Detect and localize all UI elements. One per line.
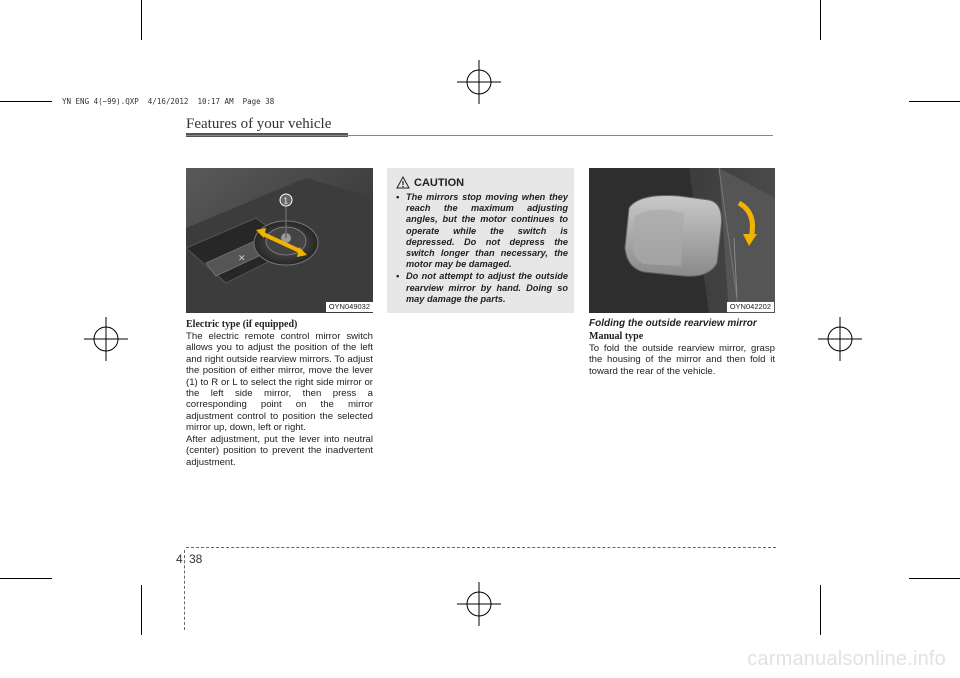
folding-mirror-photo <box>589 168 775 313</box>
folding-mirror-paragraph: To fold the outside rearview mirror, grasp the housing of the mirror and then fold it toward the rear of the vehicle. <box>589 343 775 377</box>
mirror-switch-photo <box>186 168 373 313</box>
caution-list <box>396 192 568 306</box>
caution-item-text: Do not attempt to adjust the outside rearview mirror by hand. Doing so may damage the parts. <box>406 271 568 304</box>
folding-mirror-heading: Folding the outside rearview mirror <box>589 318 757 329</box>
electric-type-paragraph-2: After adjustment, put the lever into neutral (center) position to prevent the inadvertent adjustment. <box>186 434 373 468</box>
caution-box <box>387 168 574 313</box>
registration-target-right <box>818 317 862 361</box>
registration-target-left <box>84 317 128 361</box>
print-header: YN ENG 4(~99).QXP 4/16/2012 10:17 AM Page 38 <box>62 97 275 106</box>
manual-type-subtitle: Manual type <box>589 331 644 342</box>
warning-triangle-icon <box>396 176 410 189</box>
chapter-number: 4 <box>176 552 183 566</box>
page-number: 38 <box>189 552 203 566</box>
right-image-code: OYN042202 <box>727 302 774 312</box>
svg-text:✕: ✕ <box>238 253 246 263</box>
electric-type-paragraph-1: The electric remote control mirror switch allows you to adjust the position of the left and right outside rearview mirrors. To adjust the position of either mirror, move the lever (1) to R or L to select the right side mirror or the left side mirror, then press a corresponding point on the mirror adjustment control to position the selected mirror up, down, left or right. <box>186 331 373 434</box>
electric-type-subtitle: Electric type (if equipped) <box>186 319 298 330</box>
caution-item-text: The mirrors stop moving when they reach the maximum adjusting angles, but the motor continues to operate while the switch is depressed. Do not depress the switch longer than necessary, the motor may be damaged. <box>406 192 568 270</box>
svg-text:1: 1 <box>283 196 288 206</box>
registration-target-bottom <box>457 582 501 626</box>
left-image-code: OYN049032 <box>326 302 373 312</box>
footer-watermark: carmanualsonline.info <box>747 648 946 670</box>
header-rule-thin <box>186 135 773 136</box>
page-number-divider <box>184 550 185 630</box>
registration-target-top <box>457 60 501 104</box>
footer-dashed-rule <box>186 547 776 548</box>
caution-title: CAUTION <box>414 177 465 189</box>
section-title: Features of your vehicle <box>186 116 332 132</box>
caution-item: • The mirrors stop moving when they reach the maximum adjusting angles, but the motor continues to operate while the switch is depressed. Do not depress the switch longer than necessary, the motor may be damaged. <box>396 192 568 270</box>
caution-item: • Do not attempt to adjust the outside rearview mirror by hand. Doing so may damage the parts. <box>396 271 568 304</box>
